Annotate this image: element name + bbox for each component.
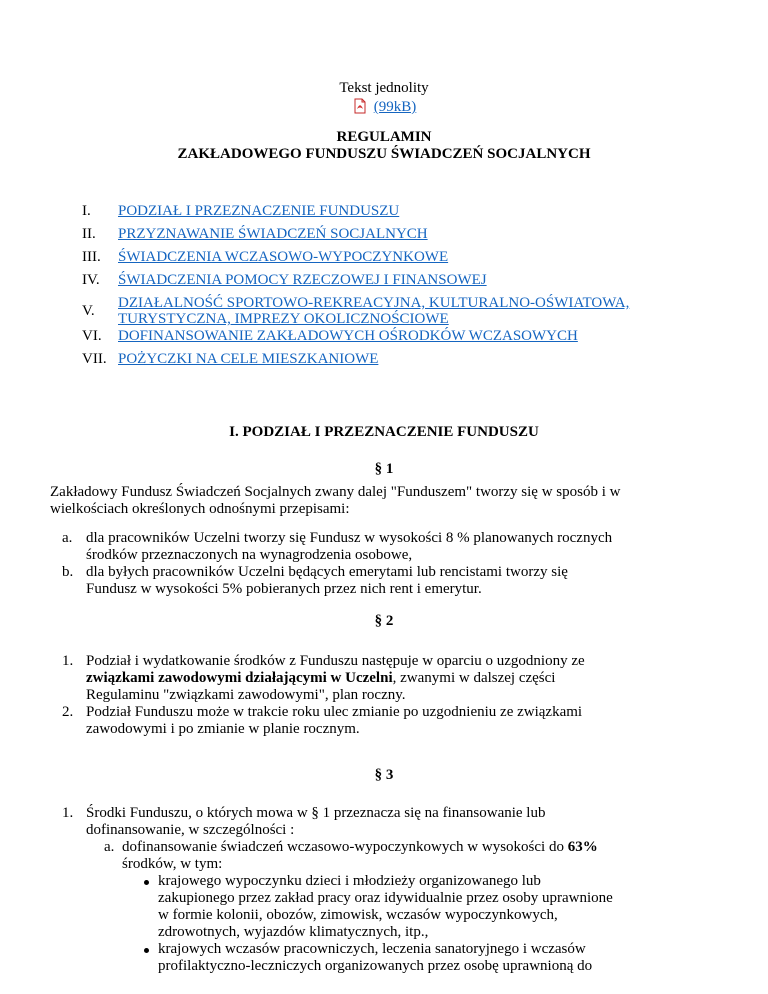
list-item bbox=[50, 653, 690, 704]
text-line: środków, w tym: bbox=[122, 856, 223, 872]
text-span: , zwanymi w dalszej części bbox=[392, 670, 556, 686]
toc-item bbox=[82, 295, 722, 328]
bold-text: związkami zawodowymi działającymi w Uczelni bbox=[86, 670, 393, 686]
text-span: dofinansowanie świadczeń wczasowo-wypoczynkowych w wysokości do bbox=[122, 839, 568, 855]
paragraph-intro bbox=[50, 484, 690, 518]
pdf-download bbox=[0, 98, 768, 116]
pdf-file-icon[interactable] bbox=[352, 98, 368, 114]
title-line-1: REGULAMIN bbox=[336, 129, 432, 145]
toc-item bbox=[82, 351, 722, 374]
text-line bbox=[122, 839, 690, 856]
paragraph-heading: § 3 bbox=[374, 767, 394, 783]
table-of-contents bbox=[82, 203, 722, 374]
text-line: zakupionego przez zakład pracy oraz idywidualnie przez osoby uprawnione bbox=[158, 890, 613, 906]
text-line: profilaktyczno-leczniczych organizowanych przez osobę uprawnioną do bbox=[158, 958, 593, 974]
text-line bbox=[86, 670, 690, 687]
toc-item bbox=[82, 203, 722, 226]
text-line: dla pracowników Uczelni tworzy się Fundusz w wysokości 8 % planowanych rocznych bbox=[86, 530, 613, 546]
list-item bbox=[50, 530, 690, 564]
number-list bbox=[50, 653, 690, 738]
toc-number: VI. bbox=[82, 328, 102, 344]
text-line: środków przeznaczonych na wynagrodzenia osobowe, bbox=[86, 547, 413, 563]
toc-item bbox=[82, 272, 722, 295]
text-line: krajowego wypoczynku dzieci i młodzieży organizowanego lub bbox=[158, 873, 541, 889]
text-line: Podział i wydatkowanie środków z Funduszu następuje w oparciu o uzgodniony ze bbox=[86, 653, 585, 669]
list-marker: 1. bbox=[62, 653, 74, 669]
list-item bbox=[50, 805, 690, 975]
bullet-item bbox=[134, 873, 690, 941]
list-marker: a. bbox=[62, 530, 73, 546]
text-line: zdrowotnych, wyjazdów klimatycznych, itp., bbox=[158, 924, 429, 940]
toc-link-pozyczki[interactable]: POŻYCZKI NA CELE MIESZKANIOWE bbox=[118, 351, 379, 367]
toc-link-dzialalnosc[interactable] bbox=[118, 295, 629, 327]
text-line: Środki Funduszu, o których mowa w § 1 przeznacza się na finansowanie lub bbox=[86, 805, 546, 821]
list-marker: a. bbox=[104, 839, 115, 855]
document-title bbox=[0, 129, 768, 163]
text-line: zawodowymi i po zmianie w planie rocznym. bbox=[86, 721, 360, 737]
list-item bbox=[50, 564, 690, 598]
toc-item bbox=[82, 249, 722, 272]
bullet-icon bbox=[144, 880, 149, 885]
bullet-item bbox=[134, 941, 690, 975]
toc-number: II. bbox=[82, 226, 96, 242]
text-line: wielkościach określonych odnośnymi przepisami: bbox=[50, 501, 350, 517]
toc-link-przyznawanie[interactable]: PRZYZNAWANIE ŚWIADCZEŃ SOCJALNYCH bbox=[118, 226, 428, 242]
title-line-2: ZAKŁADOWEGO FUNDUSZU ŚWIADCZEŃ SOCJALNYCH bbox=[177, 146, 591, 162]
paragraph-heading: § 2 bbox=[374, 613, 394, 629]
document-label: Tekst jednolity bbox=[339, 80, 429, 96]
toc-link-line[interactable]: DZIAŁALNOŚĆ SPORTOWO-REKREACYJNA, KULTURALNO-OŚWIATOWA, bbox=[118, 295, 630, 311]
toc-item bbox=[82, 328, 722, 351]
section-title: I. PODZIAŁ I PRZEZNACZENIE FUNDUSZU bbox=[229, 424, 539, 440]
paragraph-heading: § 1 bbox=[374, 461, 394, 477]
toc-link-dofinansowanie[interactable]: DOFINANSOWANIE ZAKŁADOWYCH OŚRODKÓW WCZASOWYCH bbox=[118, 328, 578, 344]
text-line: Podział Funduszu może w trakcie roku ulec zmianie po uzgodnieniu ze związkami bbox=[86, 704, 583, 720]
toc-number: VII. bbox=[82, 351, 107, 367]
letter-list bbox=[50, 530, 690, 598]
text-line: dla byłych pracowników Uczelni będących emerytami lub rencistami tworzy się bbox=[86, 564, 568, 580]
list-marker: b. bbox=[62, 564, 74, 580]
number-list bbox=[50, 805, 690, 975]
bullet-icon bbox=[144, 948, 149, 953]
toc-number: IV. bbox=[82, 272, 100, 288]
text-line: w formie kolonii, obozów, zimowisk, wczasów wypoczynkowych, bbox=[158, 907, 558, 923]
text-line: krajowych wczasów pracowniczych, leczenia sanatoryjnego i wczasów bbox=[158, 941, 586, 957]
text-line: Zakładowy Fundusz Świadczeń Socjalnych zwany dalej "Funduszem" tworzy się w sposób i w bbox=[50, 484, 621, 500]
toc-link-pomoc[interactable]: ŚWIADCZENIA POMOCY RZECZOWEJ I FINANSOWEJ bbox=[118, 272, 487, 288]
toc-number: I. bbox=[82, 203, 91, 219]
toc-link-podzial[interactable]: PODZIAŁ I PRZEZNACZENIE FUNDUSZU bbox=[118, 203, 400, 219]
pdf-download-link[interactable]: (99kB) bbox=[373, 99, 417, 115]
sub-list-item bbox=[86, 839, 690, 975]
list-marker: 1. bbox=[62, 805, 74, 821]
list-item bbox=[50, 704, 690, 738]
text-line: dofinansowanie, w szczególności : bbox=[86, 822, 295, 838]
toc-number: III. bbox=[82, 249, 101, 265]
toc-number: V. bbox=[82, 303, 95, 319]
list-marker: 2. bbox=[62, 704, 74, 720]
text-line: Regulaminu "związkami zawodowymi", plan roczny. bbox=[86, 687, 406, 703]
toc-item bbox=[82, 226, 722, 249]
bold-text: 63% bbox=[567, 839, 598, 855]
toc-link-wczasowo[interactable]: ŚWIADCZENIA WCZASOWO-WYPOCZYNKOWE bbox=[118, 249, 449, 265]
text-line: Fundusz w wysokości 5% pobieranych przez nich rent i emerytur. bbox=[86, 581, 482, 597]
toc-link-line[interactable]: TURYSTYCZNA, IMPREZY OKOLICZNOŚCIOWE bbox=[118, 311, 449, 327]
